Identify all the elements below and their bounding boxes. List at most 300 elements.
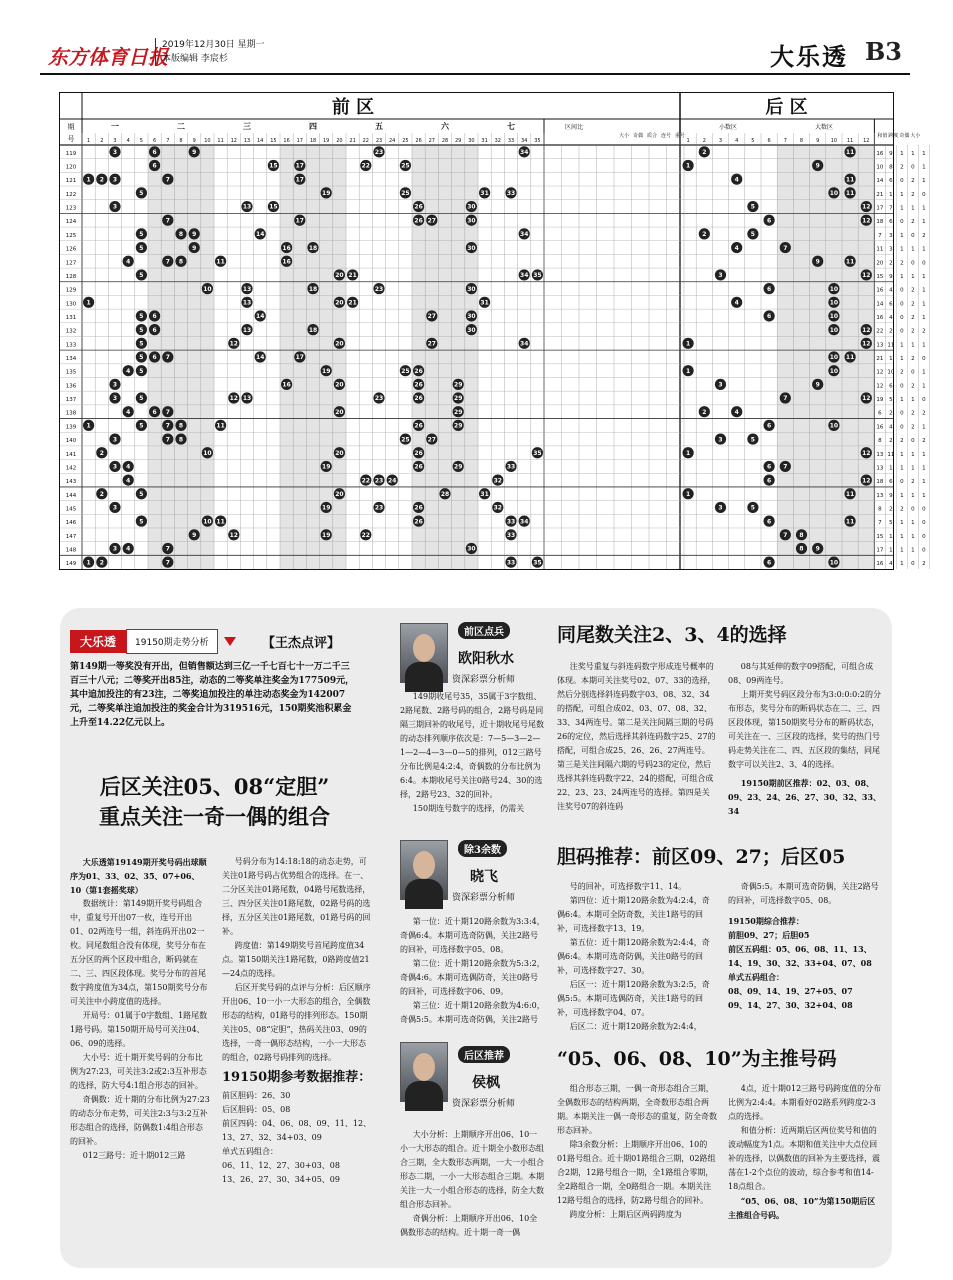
front-number-label: 6 — [152, 313, 157, 321]
back-stat-value: 1 — [900, 150, 904, 157]
back-stat-value: 6 — [889, 219, 893, 226]
back-stat-value: 1 — [922, 164, 926, 171]
period-number: 119 — [65, 150, 77, 157]
front-number-label: 13 — [242, 285, 252, 293]
front-number-label: 14 — [256, 354, 265, 362]
back-stat-value: 2 — [911, 328, 915, 335]
back-number-label: 4 — [734, 299, 739, 307]
front-number-label: 16 — [282, 244, 291, 252]
back-stat-value: 1 — [889, 465, 893, 472]
front-number-label: 23 — [374, 395, 384, 403]
front-number-label: 7 — [165, 176, 170, 184]
front-number-label: 8 — [178, 231, 184, 239]
newspaper-logo: 东方体育日报 — [48, 45, 168, 69]
column-number: 11 — [217, 138, 224, 144]
back-stat-value: 0 — [922, 356, 926, 363]
front-number-label: 21 — [348, 272, 357, 280]
front-number-label: 11 — [216, 518, 225, 526]
zone-shade — [280, 145, 346, 569]
front-number-label: 18 — [308, 285, 318, 293]
back-number-label: 11 — [845, 518, 855, 526]
back-stat-value: 1 — [911, 533, 915, 540]
analyst-role: 资深彩票分析师 — [452, 675, 516, 685]
article-a2-right: 奇偶5:5。本期可选奇防偶，关注2路号的回补，可选择数字05、08。 19150期综合推荐： 前胆09、27；后胆05 前区五码组：05、06、08、11、13、14、19、30、32、33+04、07、08 单式五码组合： 08、09、14、19、27+05、07 09、14、27、30、32+04、08 — [728, 882, 879, 1010]
back-stat-value: 2 — [889, 260, 893, 267]
front-number-label: 3 — [112, 381, 118, 389]
front-number-label: 6 — [152, 354, 157, 362]
back-zone-label: 后 区 — [765, 97, 808, 118]
front-number-label: 29 — [454, 463, 463, 471]
period-number: 135 — [65, 369, 77, 376]
back-stat-value: 0 — [922, 520, 926, 527]
analyst-name: 欧阳秋水 — [458, 651, 514, 667]
back-number-label: 1 — [686, 162, 691, 170]
back-number-label: 6 — [767, 477, 772, 485]
front-number-label: 1 — [86, 176, 91, 184]
front-number-label: 20 — [335, 449, 344, 457]
back-stat-value: 8 — [878, 506, 882, 513]
group-label: 二 — [177, 122, 185, 131]
article-a2-mid: 号的回补，可选择数字11、14。 第四位：近十期120路余数为4:2:4，奇偶6:4。本期可全防奇数，关注1路号的回补，可选择数字13、19。 第五位：近十期120路余数为2:4:4，奇偶6:4。本期可选奇防偶，关注0路号的回补，可选择数字27、30。 后区一：近十期120路余数为3:2:5，奇偶5:5。本期可选偶防奇，关注1路号的回补，可选择数字04、07。 后区二：近十期120路余数为2:4:4， — [557, 882, 710, 1031]
column-number: 2 — [100, 138, 104, 144]
back-number-label: 10 — [829, 326, 839, 334]
column-number: 9 — [816, 138, 820, 144]
stat-header: 奇偶 — [632, 133, 644, 139]
back-stat-value: 1 — [900, 273, 904, 280]
back-number-label: 7 — [783, 244, 788, 252]
back-stat-value: 15 — [876, 533, 884, 540]
back-stat-value: 0 — [911, 232, 915, 239]
front-number-label: 5 — [139, 367, 144, 375]
front-number-label: 1 — [86, 559, 91, 567]
back-number-label: 9 — [815, 162, 820, 170]
back-stat-value: 10 — [887, 369, 895, 376]
front-number-label: 2 — [99, 176, 104, 184]
back-stat-value: 1 — [922, 465, 926, 472]
analyst-role: 资深彩票分析师 — [452, 1099, 516, 1109]
stat-header: 跨度 — [888, 133, 899, 139]
back-number-label: 8 — [799, 545, 804, 553]
front-number-label: 33 — [506, 190, 516, 198]
back-stat-value: 8 — [889, 164, 893, 171]
front-number-label: 35 — [533, 449, 542, 457]
back-number-label: 2 — [702, 231, 707, 239]
back-stat-value: 1 — [900, 533, 904, 540]
period-number: 126 — [65, 246, 77, 253]
back-stat-value: 1 — [911, 465, 915, 472]
back-stat-value: 16 — [876, 561, 884, 568]
front-number-label: 18 — [308, 326, 318, 334]
front-number-label: 20 — [335, 272, 344, 280]
back-stat-value: 12 — [876, 383, 884, 390]
back-stat-value: 6 — [889, 383, 893, 390]
front-number-label: 9 — [192, 231, 197, 239]
group-label: 三 — [243, 122, 251, 131]
editor-credit: 本版编辑 李宸杉 — [162, 54, 228, 64]
back-number-label: 5 — [750, 504, 755, 512]
front-number-label: 3 — [112, 463, 118, 471]
front-number-label: 5 — [139, 231, 144, 239]
back-stat-value: 0 — [911, 260, 915, 267]
back-number-label: 11 — [845, 176, 855, 184]
back-number-label: 11 — [845, 258, 855, 266]
front-number-label: 8 — [178, 422, 184, 430]
back-stat-value: 2 — [922, 232, 926, 239]
main-headline: 后区关注05、08“定胆” 重点关注一奇一偶的组合 — [99, 774, 330, 829]
back-number-label: 6 — [767, 518, 772, 526]
back-stat-value: 1 — [922, 369, 926, 376]
front-number-label: 5 — [139, 326, 144, 334]
back-stat-value: 0 — [900, 178, 904, 185]
front-number-label: 34 — [520, 149, 529, 157]
group-label: 一 — [111, 122, 119, 131]
analyst-name: 晓飞 — [470, 869, 498, 885]
front-number-label: 22 — [361, 532, 370, 540]
back-stat-value: 5 — [889, 520, 893, 527]
period-number: 141 — [65, 451, 77, 458]
back-stat-value: 1 — [911, 205, 915, 212]
back-stat-value: 1 — [922, 424, 926, 431]
back-stat-value: 3 — [889, 232, 893, 239]
back-number-label: 5 — [750, 436, 755, 444]
back-number-label: 1 — [686, 490, 691, 498]
back-number-label: 10 — [829, 190, 839, 198]
front-number-label: 21 — [348, 299, 357, 307]
back-number-label: 11 — [845, 149, 855, 157]
back-stat-value: 1 — [900, 465, 904, 472]
back-stat-value: 0 — [922, 533, 926, 540]
front-number-label: 31 — [480, 190, 489, 198]
back-stat-value: 0 — [922, 547, 926, 554]
back-number-label: 6 — [767, 217, 772, 225]
stat-header: 大数区 — [814, 124, 834, 131]
period-number: 149 — [65, 561, 77, 568]
column-number: 29 — [455, 138, 462, 144]
front-number-label: 30 — [467, 326, 476, 334]
back-stat-value: 0 — [900, 314, 904, 321]
front-number-label: 23 — [374, 477, 384, 485]
front-number-label: 32 — [493, 504, 502, 512]
article-col-2: 号码分布为14:18:18的动态走势，可关注01路号码占优势组合的选择。在一、二分区关注01路尾数，04路号尾数选择，三、四分区关注01路尾数，02路号码的选择，五分区关注01路尾数，01路号码的回补。 跨度值：第149期奖号首尾跨度值34点。第150期关注1路尾数，0路跨度值21—24点的选择。 后区开奖号码的点评与分析：后区顺序开出06、10一小一大形态的组合，全偶数形态的结构，01路号的排列形态。150期关注05、08“定胆”，热码关注03、09的选择，一奇一偶形态结构，一小一大形态的组合，02路号码排列的选择。 19150期参考数据推荐： 前区胆码：26、30 后区胆码：05、08 前区四码：04、06、08、09、11、12、13、27、32、34+03、09 单式五码组合： 06、11、12、27、30+03、08 13、26、27、30、34+05、09 — [222, 857, 372, 1184]
column-number: 12 — [230, 138, 237, 144]
back-stat-value: 1 — [911, 342, 915, 349]
column-number: 17 — [296, 138, 303, 144]
front-number-label: 13 — [242, 299, 252, 307]
back-number-label: 12 — [862, 272, 871, 280]
group-label: 四 — [309, 122, 317, 131]
back-stat-value: 9 — [889, 492, 893, 499]
back-stat-value: 5 — [889, 397, 893, 404]
back-number-label: 11 — [845, 490, 855, 498]
back-stat-value: 11 — [887, 342, 895, 349]
front-number-label: 28 — [440, 490, 450, 498]
period-number: 130 — [65, 301, 77, 308]
back-stat-value: 1 — [911, 520, 915, 527]
back-number-label: 6 — [767, 313, 772, 321]
back-stat-value: 2 — [900, 164, 904, 171]
back-number-label: 2 — [702, 408, 707, 416]
front-number-label: 29 — [454, 381, 463, 389]
back-number-label: 4 — [734, 176, 739, 184]
front-number-label: 7 — [165, 408, 170, 416]
column-number: 34 — [521, 138, 528, 144]
back-number-label: 9 — [815, 258, 820, 266]
back-number-label: 11 — [845, 190, 855, 198]
front-number-label: 4 — [126, 367, 131, 375]
front-number-label: 13 — [242, 203, 252, 211]
front-number-label: 23 — [374, 504, 384, 512]
back-number-label: 12 — [862, 395, 871, 403]
group-label: 五 — [375, 122, 383, 131]
back-stat-value: 2 — [922, 561, 926, 568]
column-number: 11 — [846, 138, 854, 144]
front-number-label: 30 — [467, 217, 476, 225]
front-number-label: 27 — [427, 217, 436, 225]
front-number-label: 13 — [242, 326, 252, 334]
back-stat-value: 1 — [922, 178, 926, 185]
column-number: 31 — [481, 138, 488, 144]
back-stat-value: 13 — [876, 465, 884, 472]
period-number: 120 — [65, 164, 77, 171]
front-number-label: 30 — [467, 545, 476, 553]
back-number-label: 12 — [862, 449, 871, 457]
front-number-label: 17 — [295, 162, 304, 170]
period-number: 129 — [65, 287, 77, 294]
back-stat-value: 1 — [900, 205, 904, 212]
column-number: 1 — [87, 138, 91, 144]
row-head-label: 号 — [67, 135, 75, 143]
back-number-label: 10 — [829, 354, 839, 362]
back-stat-value: 3 — [889, 246, 893, 253]
front-number-label: 27 — [427, 313, 436, 321]
period-number: 136 — [65, 383, 77, 390]
back-stat-value: 2 — [922, 438, 926, 445]
front-number-label: 7 — [165, 354, 170, 362]
back-number-label: 6 — [767, 559, 772, 567]
back-stat-value: 2 — [889, 438, 893, 445]
back-stat-value: 9 — [889, 150, 893, 157]
back-stat-value: 1 — [922, 451, 926, 458]
front-number-label: 10 — [203, 285, 212, 293]
front-number-label: 5 — [139, 490, 144, 498]
back-stat-value: 2 — [900, 369, 904, 376]
column-number: 4 — [126, 138, 130, 144]
front-number-label: 26 — [414, 381, 423, 389]
column-number: 7 — [166, 138, 170, 144]
stat-header: 重号 — [674, 133, 686, 139]
front-number-label: 10 — [203, 449, 212, 457]
stat-header: 奇偶 — [899, 133, 910, 139]
column-number: 21 — [349, 138, 356, 144]
period-number: 148 — [65, 547, 77, 554]
front-number-label: 12 — [229, 532, 238, 540]
front-number-label: 22 — [361, 477, 370, 485]
back-stat-value: 1 — [911, 492, 915, 499]
front-number-label: 4 — [126, 408, 131, 416]
column-number: 10 — [830, 138, 838, 144]
front-number-label: 16 — [282, 381, 291, 389]
back-stat-value: 11 — [876, 246, 884, 253]
front-number-label: 20 — [335, 408, 344, 416]
front-number-label: 14 — [256, 231, 265, 239]
article-a2-left: 第一位：近十期120路余数为3:3:4，奇偶6:4。本期可选奇防偶，关注2路号的回补，可选择数字05、08。 第二位：近十期120路余数为5:3:2，奇偶4:6。本期可选偶防奇，关注0路号的回补，可选择数字06、09。 第三位：近十期120路余数为4:6:0，奇偶5:5。本期可选奇防偶，关注2路号 — [400, 917, 545, 1024]
back-stat-value: 2 — [911, 287, 915, 294]
column-number: 6 — [767, 138, 771, 144]
back-stat-value: 2 — [900, 438, 904, 445]
period-number: 121 — [65, 178, 77, 185]
back-stat-value: 1 — [922, 383, 926, 390]
front-number-label: 1 — [86, 422, 91, 430]
back-number-label: 1 — [686, 449, 691, 457]
front-number-label: 6 — [152, 149, 157, 157]
column-number: 12 — [863, 138, 870, 144]
back-number-label: 12 — [862, 477, 871, 485]
front-number-label: 25 — [401, 367, 410, 375]
back-stat-value: 13 — [876, 342, 884, 349]
front-number-label: 30 — [467, 203, 476, 211]
front-number-label: 7 — [165, 258, 170, 266]
back-stat-value: 2 — [911, 178, 915, 185]
issue-date: 2019年12月30日 星期一 — [162, 40, 265, 50]
back-stat-value: 15 — [876, 273, 884, 280]
column-number: 14 — [257, 138, 264, 144]
front-number-label: 26 — [414, 449, 423, 457]
front-number-label: 34 — [520, 272, 529, 280]
front-number-label: 17 — [295, 354, 304, 362]
back-number-label: 3 — [718, 272, 723, 280]
back-stat-value: 0 — [911, 164, 915, 171]
front-number-label: 14 — [256, 313, 265, 321]
front-number-label: 19 — [322, 463, 331, 471]
back-stat-value: 1 — [900, 356, 904, 363]
stat-header: 大小 — [618, 133, 630, 139]
back-stat-value: 21 — [876, 356, 884, 363]
back-number-label: 9 — [815, 381, 820, 389]
back-stat-value: 0 — [900, 410, 904, 417]
back-stat-value: 0 — [922, 191, 926, 198]
front-number-label: 10 — [203, 518, 212, 526]
front-number-label: 7 — [165, 545, 170, 553]
front-number-label: 26 — [414, 463, 423, 471]
front-number-label: 2 — [99, 449, 104, 457]
front-number-label: 5 — [139, 518, 144, 526]
back-stat-value: 0 — [922, 260, 926, 267]
front-number-label: 5 — [139, 244, 144, 252]
period-number: 145 — [65, 506, 77, 513]
back-stat-value: 1 — [900, 520, 904, 527]
front-number-label: 19 — [322, 504, 331, 512]
front-number-label: 12 — [229, 340, 238, 348]
back-number-label: 10 — [829, 313, 839, 321]
back-number-label: 12 — [862, 217, 871, 225]
article-a3-left: 大小分析：上期顺序开出06、10一小一大形态的组合。近十期全小数形态组合三期，全大数形态两期，一大一小组合形态二期，一小一大形态组合三期。本期关注一大一小组合形态的选择，防全大数组合形态回补。 奇偶分析：上期顺序开出06、10全偶数形态的结构。近十期一奇一偶 — [400, 1130, 544, 1237]
front-number-label: 31 — [480, 490, 489, 498]
period-number: 124 — [65, 219, 77, 226]
column-number: 16 — [283, 138, 290, 144]
front-number-label: 4 — [126, 463, 131, 471]
front-number-label: 18 — [308, 244, 318, 252]
front-number-label: 4 — [126, 477, 131, 485]
column-number: 4 — [735, 138, 739, 144]
front-number-label: 2 — [99, 490, 104, 498]
article-headline: 同尾数关注2、3、4的选择 — [557, 624, 787, 646]
back-number-label: 3 — [718, 436, 723, 444]
article-a3-mid: 组合形态三期，一偶一奇形态组合三期，全偶数形态的结构两期，全奇数形态组合两期。本期关注一偶一奇形态的重复，防全奇数形态回补。 除3余数分析：上期顺序开出06、10的01路号组合。近十期01路组合三期，02路组合2期，12路号组合一期，全1路组合零期，全2路组合一期，全0路组合一期。本期关注12路号组合的选择，防2路号组合的回补。 跨度分析：上期后区两码跨度为 — [557, 1084, 717, 1219]
back-stat-value: 1 — [900, 397, 904, 404]
front-number-label: 25 — [401, 436, 410, 444]
back-stat-value: 7 — [889, 205, 893, 212]
back-stat-value: 1 — [922, 150, 926, 157]
column-number: 27 — [428, 138, 435, 144]
front-number-label: 9 — [192, 532, 197, 540]
back-number-label: 6 — [767, 285, 772, 293]
front-number-label: 3 — [112, 436, 118, 444]
front-number-label: 17 — [295, 176, 304, 184]
period-number: 147 — [65, 533, 77, 540]
back-stat-value: 0 — [922, 506, 926, 513]
period-number: 122 — [65, 191, 77, 198]
analyst-tag: 前区点兵 — [458, 622, 510, 639]
column-number: 13 — [243, 138, 251, 144]
back-stat-value: 8 — [878, 438, 882, 445]
front-number-label: 22 — [361, 162, 370, 170]
column-number: 24 — [389, 138, 396, 144]
back-stat-value: 0 — [911, 369, 915, 376]
header-info — [155, 38, 265, 66]
front-number-label: 34 — [520, 231, 529, 239]
front-number-label: 3 — [112, 545, 118, 553]
front-number-label: 20 — [335, 381, 344, 389]
back-stat-value: 0 — [900, 383, 904, 390]
column-number: 3 — [718, 138, 723, 144]
caret-down-icon — [224, 637, 236, 646]
back-stat-value: 1 — [911, 451, 915, 458]
back-number-label: 5 — [750, 203, 755, 211]
article-headline: “05、06、08、10”为主推号码 — [557, 1048, 837, 1070]
period-number: 140 — [65, 438, 77, 445]
back-stat-value: 4 — [889, 424, 893, 431]
back-stat-value: 0 — [900, 479, 904, 486]
back-number-label: 10 — [829, 285, 839, 293]
back-stat-value: 13 — [876, 492, 884, 499]
analyst-photo — [400, 1042, 448, 1102]
page-number: B3 — [865, 37, 902, 66]
front-number-label: 8 — [178, 436, 184, 444]
front-number-label: 35 — [533, 559, 542, 567]
back-stat-value: 1 — [922, 492, 926, 499]
column-number: 8 — [179, 138, 183, 144]
front-number-label: 7 — [165, 217, 170, 225]
column-number: 32 — [494, 138, 501, 144]
back-stat-value: 0 — [900, 219, 904, 226]
front-number-label: 5 — [139, 340, 144, 348]
period-number: 125 — [65, 232, 77, 239]
front-number-label: 6 — [152, 408, 157, 416]
article-a3-right: 4点，近十期012三路号码跨度值的分布比例为2:4:4。本期看好02路系列跨度2-3点的选择。 和值分析：近两期后区两位奖号和值的波动幅度为1点。本期和值关注中大点位回补的选择，以偶数值的回补为主要选择，震荡在1-2个点位的波动，综合参考和值14-18点组合。 “05、06、08、10”为第150期后区主推组合号码。 — [728, 1084, 882, 1220]
front-number-label: 3 — [112, 149, 118, 157]
front-number-label: 2 — [99, 559, 104, 567]
back-number-label: 10 — [829, 559, 839, 567]
stat-header: 和值 — [877, 133, 888, 139]
front-number-label: 33 — [506, 463, 516, 471]
back-stat-value: 0 — [911, 438, 915, 445]
back-stat-value: 1 — [889, 191, 893, 198]
period-number: 127 — [65, 260, 77, 267]
back-stat-value: 1 — [889, 533, 893, 540]
column-number: 9 — [192, 138, 196, 144]
back-stat-value: 1 — [922, 342, 926, 349]
front-number-label: 25 — [401, 190, 410, 198]
